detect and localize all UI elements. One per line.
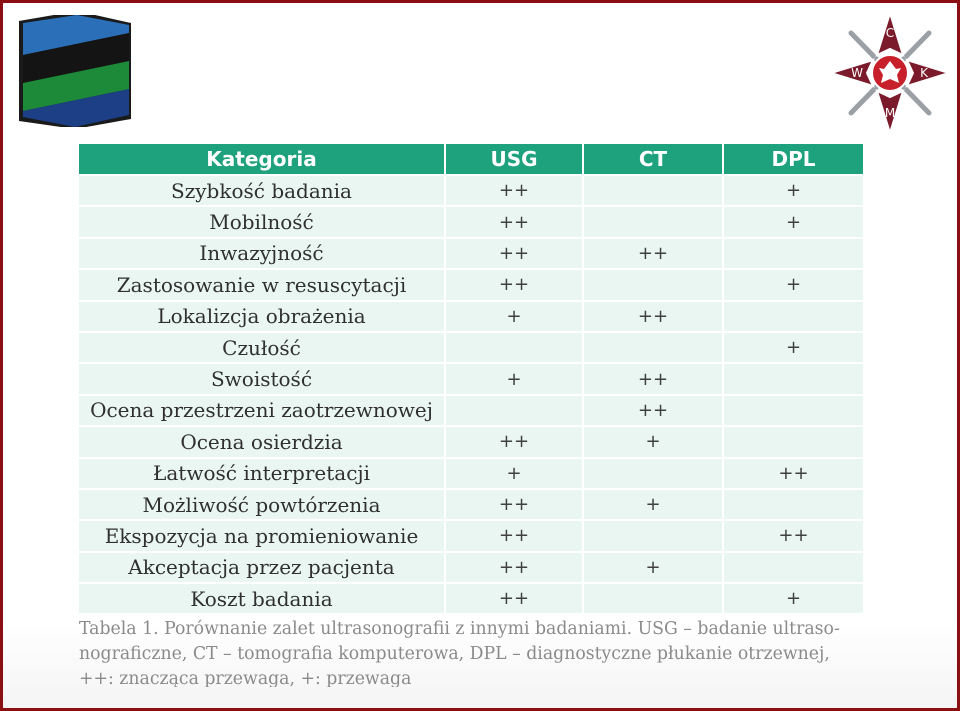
row-category-cell: Akceptacja przez pacjenta bbox=[79, 552, 445, 583]
table-row bbox=[79, 175, 863, 206]
row-mark-cell: ++ bbox=[445, 269, 583, 300]
row-mark-cell bbox=[723, 426, 863, 457]
table-row bbox=[79, 395, 863, 426]
table-row bbox=[79, 583, 863, 613]
row-category-cell: Mobilność bbox=[79, 206, 445, 237]
row-mark-cell bbox=[583, 583, 723, 613]
row-mark-cell bbox=[723, 301, 863, 332]
emblem-letter-w: W bbox=[851, 66, 863, 80]
row-mark-cell: ++ bbox=[723, 520, 863, 551]
row-category-cell: Zastosowanie w resuscytacji bbox=[79, 269, 445, 300]
table-caption bbox=[79, 617, 865, 687]
row-mark-cell: + bbox=[583, 489, 723, 520]
cwkm-emblem-logo bbox=[829, 11, 951, 135]
emblem-letter-c: C bbox=[885, 26, 895, 40]
table-row bbox=[79, 520, 863, 551]
emblem-letter-k: K bbox=[920, 66, 928, 80]
row-mark-cell: ++ bbox=[583, 238, 723, 269]
header-usg: USG bbox=[445, 144, 583, 175]
header-ct: CT bbox=[583, 144, 723, 175]
caption-line-1: Tabela 1. Porównanie zalet ultrasonografii z innymi badaniami. USG – badanie ultraso- bbox=[79, 619, 840, 639]
row-mark-cell: ++ bbox=[445, 552, 583, 583]
row-category-cell: Czułość bbox=[79, 332, 445, 363]
row-mark-cell: ++ bbox=[445, 489, 583, 520]
caption-line-3: ++: znacząca przewaga, +: przewaga bbox=[79, 669, 412, 687]
row-category-cell: Koszt badania bbox=[79, 583, 445, 613]
row-mark-cell bbox=[583, 175, 723, 206]
row-mark-cell: ++ bbox=[445, 426, 583, 457]
row-mark-cell: ++ bbox=[445, 583, 583, 613]
row-mark-cell: ++ bbox=[723, 458, 863, 489]
row-mark-cell bbox=[723, 238, 863, 269]
row-mark-cell: ++ bbox=[445, 206, 583, 237]
row-mark-cell bbox=[583, 520, 723, 551]
table-row bbox=[79, 489, 863, 520]
table-row bbox=[79, 269, 863, 300]
row-mark-cell bbox=[723, 395, 863, 426]
row-mark-cell: + bbox=[723, 175, 863, 206]
table-row bbox=[79, 426, 863, 457]
table-row bbox=[79, 332, 863, 363]
row-mark-cell bbox=[445, 332, 583, 363]
table-header-row bbox=[79, 144, 863, 175]
emblem-letter-m: M bbox=[884, 106, 896, 120]
row-mark-cell bbox=[583, 332, 723, 363]
row-mark-cell bbox=[583, 206, 723, 237]
caption-line-2: nograficzne, CT – tomografia komputerowa, DPL – diagnostyczne płukanie otrzewnej, bbox=[79, 644, 830, 664]
row-mark-cell bbox=[723, 489, 863, 520]
table-row bbox=[79, 458, 863, 489]
row-category-cell: Ocena przestrzeni zaotrzewnowej bbox=[79, 395, 445, 426]
row-mark-cell: ++ bbox=[583, 301, 723, 332]
row-mark-cell: + bbox=[723, 206, 863, 237]
header-dpl: DPL bbox=[723, 144, 863, 175]
flag-logo bbox=[19, 15, 131, 127]
row-category-cell: Ocena osierdzia bbox=[79, 426, 445, 457]
row-mark-cell: + bbox=[445, 301, 583, 332]
row-mark-cell: + bbox=[723, 332, 863, 363]
row-mark-cell bbox=[445, 395, 583, 426]
row-category-cell: Szybkość badania bbox=[79, 175, 445, 206]
row-mark-cell: + bbox=[723, 269, 863, 300]
row-category-cell: Lokalizcja obrażenia bbox=[79, 301, 445, 332]
row-mark-cell: ++ bbox=[445, 238, 583, 269]
row-mark-cell: ++ bbox=[445, 175, 583, 206]
row-mark-cell: + bbox=[723, 583, 863, 613]
row-mark-cell bbox=[723, 552, 863, 583]
row-mark-cell bbox=[583, 269, 723, 300]
table-row bbox=[79, 238, 863, 269]
row-mark-cell: + bbox=[583, 426, 723, 457]
table-row bbox=[79, 301, 863, 332]
row-mark-cell: + bbox=[445, 458, 583, 489]
table-row bbox=[79, 363, 863, 394]
header-category: Kategoria bbox=[79, 144, 445, 175]
row-mark-cell bbox=[723, 363, 863, 394]
row-category-cell: Ekspozycja na promieniowanie bbox=[79, 520, 445, 551]
row-mark-cell: + bbox=[445, 363, 583, 394]
row-mark-cell: ++ bbox=[583, 395, 723, 426]
comparison-table bbox=[79, 144, 863, 613]
row-mark-cell: ++ bbox=[445, 520, 583, 551]
row-category-cell: Swoistość bbox=[79, 363, 445, 394]
table-row bbox=[79, 552, 863, 583]
row-category-cell: Inwazyjność bbox=[79, 238, 445, 269]
table-row bbox=[79, 206, 863, 237]
row-category-cell: Łatwość interpretacji bbox=[79, 458, 445, 489]
row-mark-cell: ++ bbox=[583, 363, 723, 394]
row-category-cell: Możliwość powtórzenia bbox=[79, 489, 445, 520]
row-mark-cell bbox=[583, 458, 723, 489]
comparison-table-container bbox=[79, 144, 863, 613]
row-mark-cell: + bbox=[583, 552, 723, 583]
